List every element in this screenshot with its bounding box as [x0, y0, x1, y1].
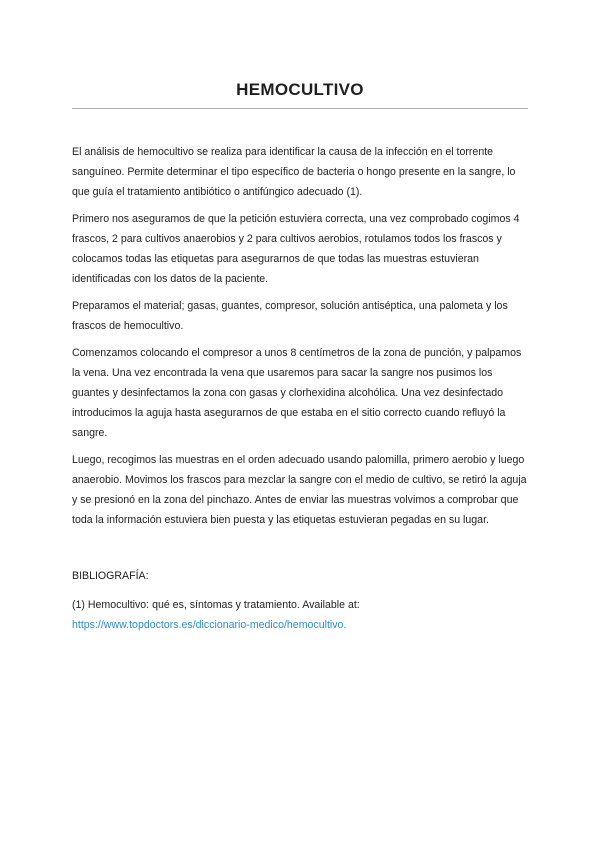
paragraph-preparation: Primero nos aseguramos de que la petición estuviera correcta, una vez comprobado cogimos 4 frascos, 2 para cultivos anaerobios y 2 para cultivos aerobios, rotulamos todos los frascos y colocamos todas las etiquetas para asegurarnos de que todas las muestras estuvieran identificadas con los datos de la paciente. — [72, 213, 520, 285]
paragraph-collection: Luego, recogimos las muestras en el orden adecuado usando palomilla, primero aerobio y luego anaerobio. Movimos los frascos para mezclar la sangre con el medio de cultivo, se retiró la aguja y se presionó en la zona del pinchazo. Antes de enviar las muestras volvimos a comprobar que toda la información estuviera bien puesta y las etiquetas estuvieran pegadas en su lugar. — [72, 454, 527, 526]
paragraph-materials: Preparamos el material; gasas, guantes, compresor, solución antiséptica, una palometa y los frascos de hemocultivo. — [72, 300, 508, 332]
title-divider — [72, 108, 528, 109]
reference-text: (1) Hemocultivo: qué es, síntomas y tratamiento. Available at: — [72, 599, 360, 611]
bibliography-heading: BIBLIOGRAFÍA: — [72, 570, 149, 582]
document-title: HEMOCULTIVO — [236, 80, 364, 99]
paragraph-intro: El análisis de hemocultivo se realiza para identificar la causa de la infección en el torrente sanguíneo. Permite determinar el tipo específico de bacteria o hongo presente en la sangre, lo que guía el tratamiento antibiótico o antifúngico adecuado (1). — [72, 146, 516, 198]
paragraph-procedure: Comenzamos colocando el compresor a unos 8 centímetros de la zona de punción, y palpamos la vena. Una vez encontrada la vena que usaremos para sacar la sangre nos pusimos los guantes y desinfectamos la zona con gasas y clorhexidina alcohólica. Una vez desinfectado introducimos la aguja hasta asegurarnos de que estaba en el sitio correcto cuando refluyó la sangre. — [72, 347, 522, 439]
bibliography-section — [72, 566, 528, 635]
document-body — [72, 142, 528, 537]
reference-link[interactable]: https://www.topdoctors.es/diccionario-medico/hemocultivo. — [72, 619, 347, 631]
bibliography-reference — [72, 595, 528, 635]
